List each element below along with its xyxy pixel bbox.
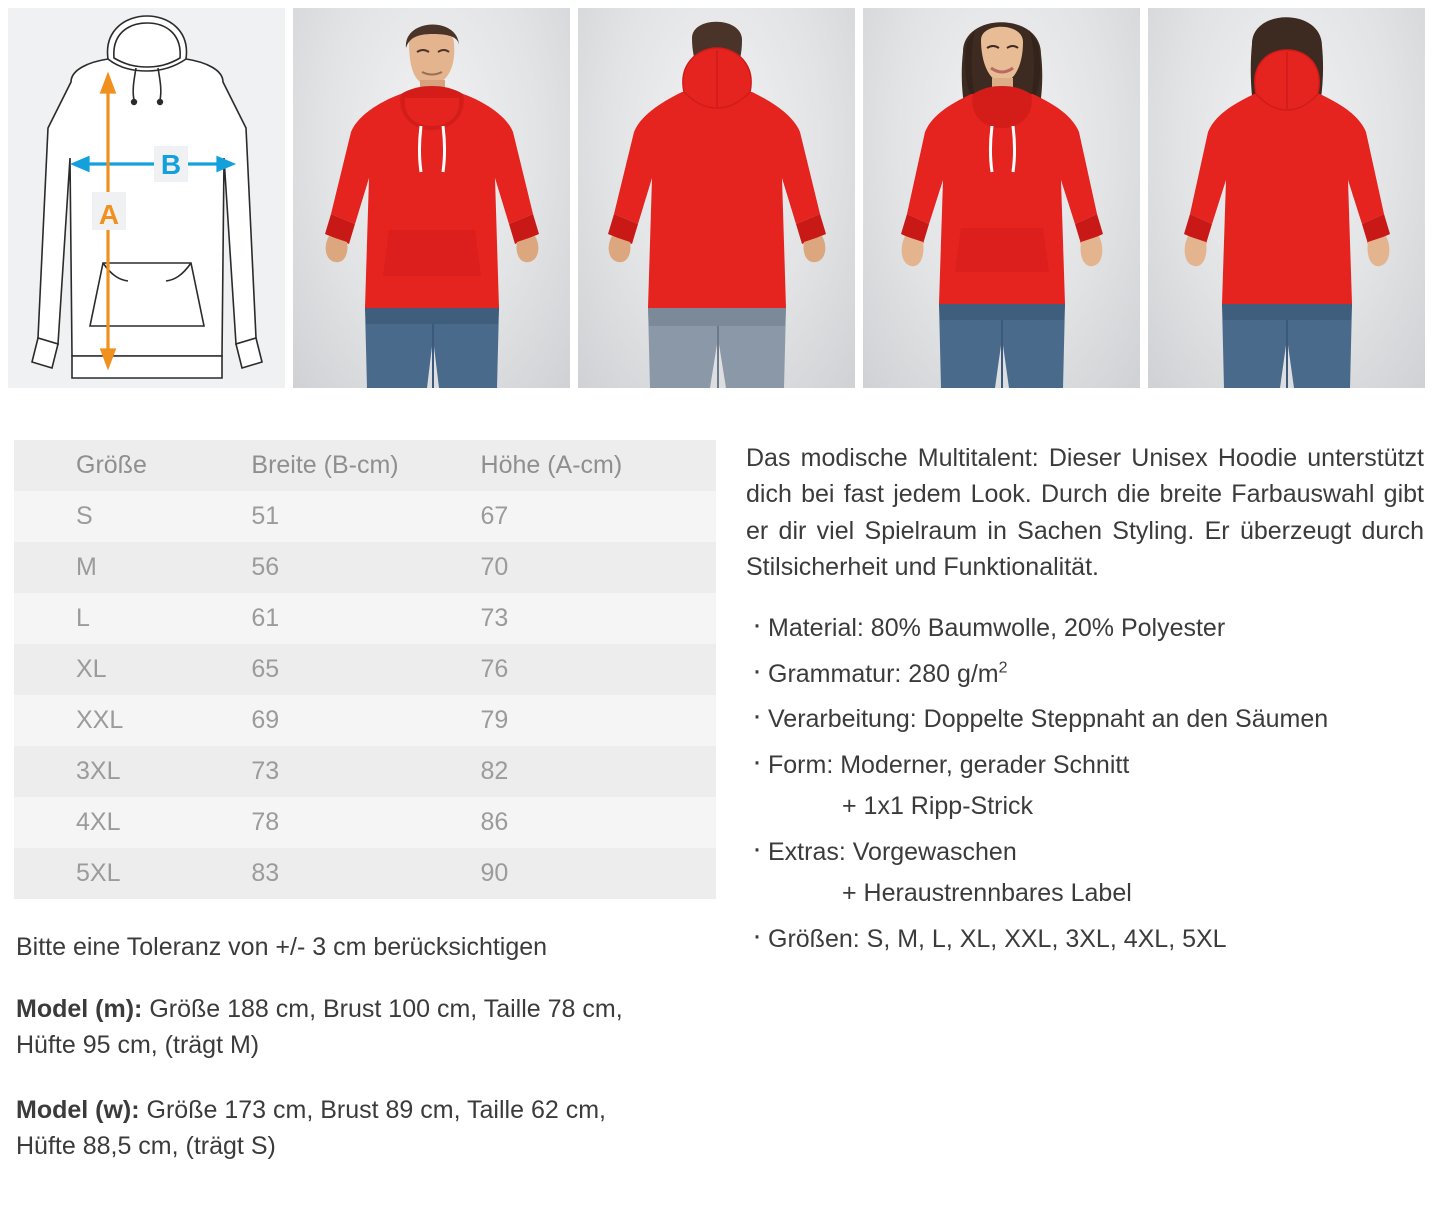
table-row	[14, 797, 716, 848]
size-table-header-height: Höhe (A-cm)	[480, 451, 623, 479]
table-row	[14, 491, 716, 542]
feature-text: Verarbeitung: Doppelte Steppnaht an den Säumen	[768, 705, 1329, 733]
product-description: Das modische Multitalent: Dieser Unisex Hoodie unterstützt dich bei fast jedem Look. Durch die breite Farbauswahl gibt er dir viel Spielraum in Sachen Styling. Er überzeugt durch Stilsicherheit und Funktionalität.	[746, 444, 1424, 581]
tolerance-note: Bitte eine Toleranz von +/- 3 cm berücksichtigen	[16, 933, 548, 961]
dimension-a-label: A	[98, 199, 120, 230]
gallery-item-technical-drawing[interactable]	[8, 8, 285, 388]
cell-height: 76	[480, 655, 509, 683]
table-row	[14, 644, 716, 695]
gallery-item-male-front[interactable]	[293, 8, 570, 388]
gallery-item-male-back[interactable]	[578, 8, 855, 388]
cell-width: 69	[251, 706, 280, 734]
gallery-item-female-back[interactable]	[1148, 8, 1425, 388]
description-column	[726, 440, 1442, 1164]
model-male-label: Model (m):	[16, 995, 143, 1023]
table-row	[14, 695, 716, 746]
cell-height: 86	[480, 808, 509, 836]
size-information-column	[0, 440, 726, 1164]
size-table-header-row	[14, 440, 716, 491]
list-item	[746, 748, 1424, 784]
model-male-line2: Hüfte 95 cm, (trägt M)	[16, 1030, 260, 1059]
size-table-header-width: Breite (B-cm)	[251, 451, 399, 479]
cell-width: 73	[251, 757, 280, 785]
model-male-measurements	[14, 992, 716, 1063]
cell-width: 78	[251, 808, 280, 836]
cell-height: 67	[480, 502, 509, 530]
dimension-b-label: B	[160, 149, 182, 180]
product-details	[0, 388, 1442, 1164]
gallery-item-female-front[interactable]	[863, 8, 1140, 388]
cell-height: 70	[480, 553, 509, 581]
model-male-line1: Größe 188 cm, Brust 100 cm, Taille 78 cm,	[142, 995, 623, 1023]
cell-height: 82	[480, 757, 509, 785]
cell-height: 73	[480, 604, 509, 632]
feature-text: Größen: S, M, L, XL, XXL, 3XL, 4XL, 5XL	[768, 924, 1227, 953]
cell-height: 90	[480, 859, 509, 887]
technical-drawing-canvas	[8, 8, 285, 388]
cell-size: 4XL	[76, 808, 121, 836]
model-female-label: Model (w):	[16, 1096, 140, 1124]
product-image-gallery	[0, 0, 1442, 388]
list-item	[746, 611, 1424, 647]
model-female-line2: Hüfte 88,5 cm, (trägt S)	[16, 1131, 276, 1160]
model-female-line1: Größe 173 cm, Brust 89 cm, Taille 62 cm,	[139, 1096, 606, 1124]
table-row	[14, 746, 716, 797]
feature-text: Form: Moderner, gerader Schnitt	[768, 750, 1130, 779]
table-row	[14, 848, 716, 899]
table-row	[14, 593, 716, 644]
model-female-measurements	[14, 1093, 716, 1164]
list-item	[746, 835, 1424, 871]
cell-size: S	[76, 502, 93, 530]
male-model-back-illustration	[578, 8, 855, 388]
feature-text: Material: 80% Baumwolle, 20% Polyester	[768, 614, 1226, 642]
cell-size: L	[76, 604, 90, 632]
size-table-header-size: Größe	[76, 451, 147, 479]
cell-width: 65	[251, 655, 280, 683]
cell-width: 83	[251, 859, 280, 887]
feature-text: Grammatur: 280 g/m	[768, 659, 999, 688]
list-item	[746, 702, 1424, 738]
cell-size: 3XL	[76, 757, 121, 785]
cell-width: 51	[251, 502, 280, 530]
table-row	[14, 542, 716, 593]
feature-list	[746, 611, 1424, 957]
cell-width: 56	[251, 553, 280, 581]
cell-height: 79	[480, 706, 509, 734]
list-item	[746, 657, 1424, 693]
cell-width: 61	[251, 604, 280, 632]
cell-size: XL	[76, 655, 107, 683]
female-model-back-illustration	[1148, 8, 1425, 388]
feature-text: + Heraustrennbares Label	[842, 879, 1132, 907]
feature-text: + 1x1 Ripp-Strick	[842, 792, 1034, 820]
list-item	[746, 922, 1424, 958]
cell-size: 5XL	[76, 859, 121, 887]
cell-size: M	[76, 553, 97, 581]
size-table	[14, 440, 716, 899]
male-model-front-illustration	[293, 8, 570, 388]
hoodie-schematic-icon	[8, 8, 285, 388]
list-item-sub	[746, 876, 1424, 912]
cell-size: XXL	[76, 706, 124, 734]
female-model-front-illustration	[863, 8, 1140, 388]
feature-text: Extras: Vorgewaschen	[768, 837, 1017, 866]
feature-superscript: 2	[998, 659, 1008, 677]
list-item-sub	[746, 789, 1424, 825]
